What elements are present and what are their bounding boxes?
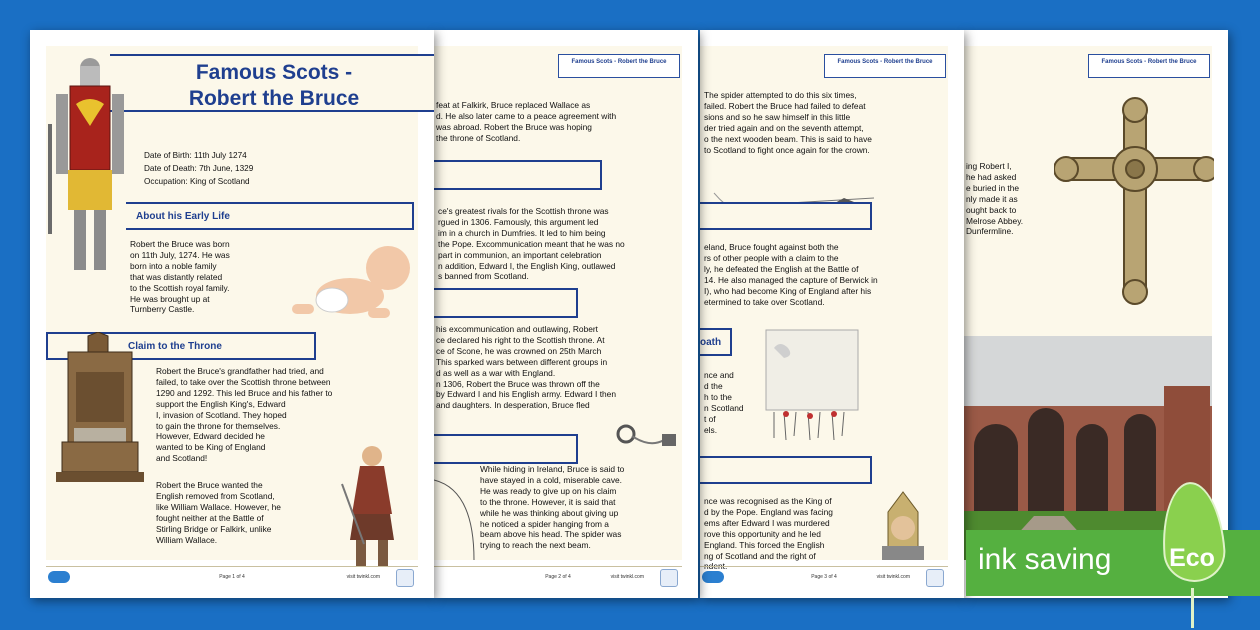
badge-logo [396,569,414,587]
website-link: visit twinkl.com [346,574,380,580]
page-2-text-c: his excommunication and outlawing, Robert ce declared his right to the Scottish throne. At ce of Scone, he was crowned on 25th March This sparked wars between different groups in d as well as a war with England. n 1306, Robert the Bruce was thrown off the by Edward I and his English army. Edward I then and daughters. In desperation, Bruce fled [436,324,616,411]
page-footer [434,566,682,588]
running-header: Famous Scots - Robert the Bruce [824,54,946,78]
claim-to-throne-text-continued: Robert the Bruce wanted the English removed from Scotland, like William Wallace. However, he fought neither at the Battle of Stirling Bridge or Falkirk, unlike William Wallace. [156,480,281,545]
badge-logo [926,569,944,587]
page-3-text-c: nce and d the h to the n Scotland t of els. [704,370,744,435]
celtic-cross-image [1054,96,1214,326]
bruce-coin-image [868,488,938,564]
worksheet-page-3 [700,30,964,598]
worksheet-page-1 [30,30,434,598]
page-2-text-d: While hiding in Ireland, Bruce is said to have stayed in a cold, miserable cave. He was ready to give up on his claim to the throne. However, it is said that while he was thinking about giving up he noticed a spider hanging from a beam above his head. The spider was trying to reach the next beam. [480,464,625,551]
twinkl-logo [48,571,70,583]
twinkl-logo [702,571,724,583]
baby-image [288,238,416,324]
eco-label: Eco [1169,544,1215,572]
page-3-text-d: nce was recognised as the King of d by the Pope. England was facing ems after Edward I was murdered rove this opportunity and he led England. This forced the English ng of Scotland and the right of ndent. [704,496,833,572]
page-number: Page 3 of 4 [811,574,837,580]
heading-box [434,160,602,190]
claim-to-throne-text: Robert the Bruce's grandfather had tried, and failed, to take over the Scottish throne between 1290 and 1292. This led Bruce and his father to support the English King's, Edward I, invasion of Scotland. They hoped to gain the throne for themselves. However, Edward decided he wanted to be King of England and Scotland! [156,366,333,464]
stone-of-destiny-throne-image [52,332,148,484]
page-footer [46,566,418,588]
declaration-of-arbroath-image [764,328,860,444]
page-3-text-b: eland, Bruce fought against both the rs of other people with a claim to the ly, he defeated the English at the Battle of 14. He also managed the capture of Berwick in I), who had become King of England after his etermined to take over Scotland. [704,242,878,307]
early-life-text: Robert the Bruce was born on 11th July, 1274. He was born into a noble family that was distantly related to the Scottish royal family. He was brought up at Turnberry Castle. [130,239,230,315]
page-4-text: ing Robert I, he had asked e buried in the nly made it as ought back to Melrose Abbey. Dunfermline. [966,161,1024,237]
ink-saving-eco-banner [966,530,1260,596]
heading-box [700,456,872,484]
heading-box [700,202,872,230]
page-3-text-a: The spider attempted to do this six times, failed. Robert the Bruce had failed to defeat sions and so he saw himself in this little der tried again and on the seventh attempt, o the next wooden beam. This is said to have to Scotland to fight once again for the crown. [704,90,872,155]
page-number: Page 1 of 4 [219,574,245,580]
section-heading-declaration: oath [700,328,732,356]
page-2-text-a: feat at Falkirk, Bruce replaced Wallace as d. He also later came to a peace agreement with was abroad. Robert the Bruce was hoping the throne of Scotland. [436,100,617,143]
section-heading-early-life: About his Early Life [126,202,414,230]
ink-saving-label: ink saving [978,543,1112,576]
leaf-stem-icon [1191,588,1194,628]
scottish-warrior-image [336,444,412,570]
robert-the-bruce-armour-image [46,54,132,280]
fetters-image [614,422,684,462]
section-heading-claim-to-throne: Claim to the Throne [46,332,316,360]
page-number: Page 2 of 4 [545,574,571,580]
running-header: Famous Scots - Robert the Bruce [1088,54,1210,78]
page-footer [700,566,948,588]
website-link: visit twinkl.com [610,574,644,580]
heading-box [434,288,578,318]
website-link: visit twinkl.com [876,574,910,580]
page-2-text-b: ce's greatest rivals for the Scottish throne was rgued in 1306. Famously, this argument led im in a church in Dumfries. It led to him being the Pope. Excommunication meant that he was no part in communion, an important celebration n addition, Edward I, the English King, outlawed s banned from Scotland. [438,206,625,282]
running-header: Famous Scots - Robert the Bruce [558,54,680,78]
heading-box [434,434,578,464]
badge-logo [660,569,678,587]
worksheet-page-2 [434,30,698,598]
page-title: Famous Scots - Robert the Bruce [110,54,434,112]
fact-list: Date of Birth: 11th July 1274 Date of Death: 7th June, 1329 Occupation: King of Scotland [144,151,254,187]
